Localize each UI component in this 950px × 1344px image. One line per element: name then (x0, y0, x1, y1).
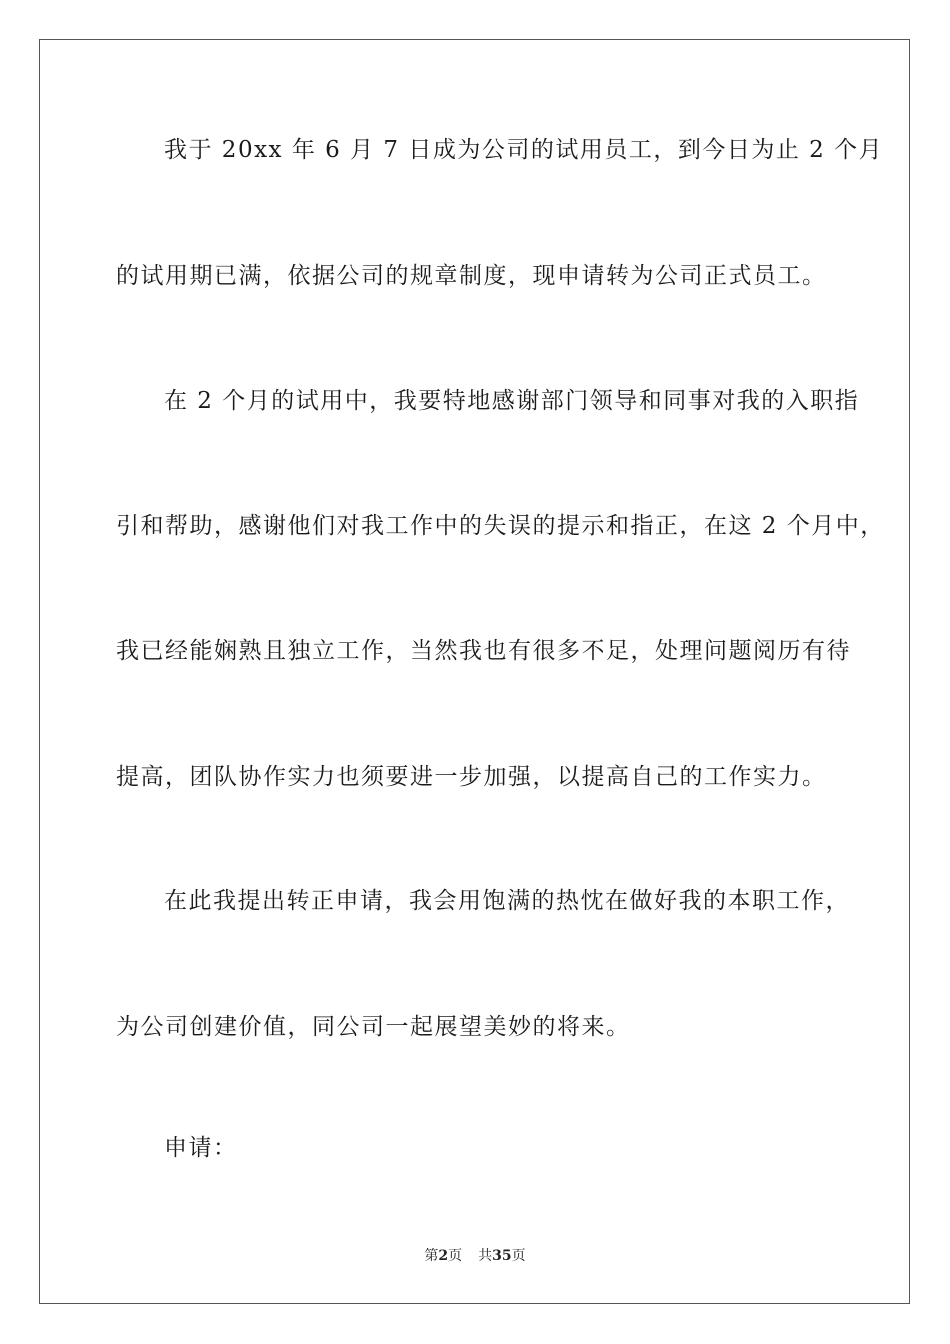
paragraph-2-line-4: 提高，团队协作实力也须要进一步加强，以提高自己的工作实力。 (116, 764, 827, 790)
paragraph-2-line-3: 我已经能娴熟且独立工作，当然我也有很多不足，处理问题阅历有待 (116, 638, 851, 664)
total-pages: 35 (492, 1248, 512, 1264)
page-number: 2 (438, 1248, 449, 1264)
paragraph-3-line-2: 为公司创建价值，同公司一起展望美妙的将来。 (116, 1014, 631, 1040)
total-prefix: 共 (478, 1248, 493, 1264)
page-footer (0, 1247, 950, 1265)
paragraph-2-line-2: 引和帮助，感谢他们对我工作中的失误的提示和指正，在这 2 个月中， (116, 513, 885, 539)
page-prefix: 第 (424, 1248, 439, 1264)
paragraph-3-line-1: 在此我提出转正申请，我会用饱满的热忱在做好我的本职工作， (164, 888, 850, 914)
page-frame (39, 39, 910, 1304)
total-suffix: 页 (511, 1248, 526, 1264)
paragraph-1-line-1: 我于 20xx 年 6 月 7 日成为公司的试用员工，到今日为止 2 个月 (164, 137, 884, 163)
paragraph-2-line-1: 在 2 个月的试用中，我要特地感谢部门领导和同事对我的入职指 (164, 388, 860, 414)
signature-label: 申请： (164, 1135, 238, 1161)
paragraph-1-line-2: 的试用期已满，依据公司的规章制度，现申请转为公司正式员工。 (116, 263, 827, 289)
page-suffix: 页 (448, 1248, 463, 1264)
